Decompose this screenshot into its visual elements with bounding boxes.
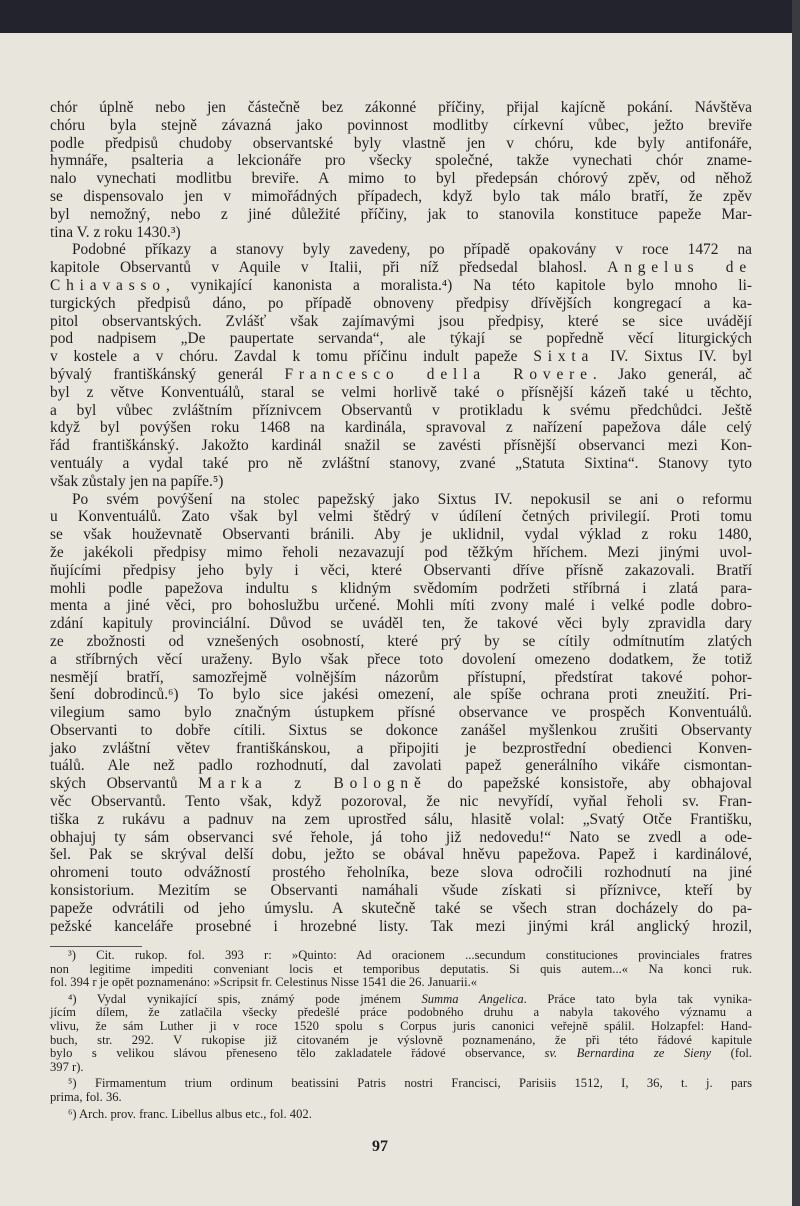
text-line: a stříbrných věcí uraženy. Bylo však přece toto dovolení omezeno dodatkem, že totiž (50, 650, 752, 668)
text-line: papeže odvrátili od jeho úmyslu. A skutečně také se všech stran docházely do pa- (50, 899, 752, 917)
scan-background-edge (792, 0, 800, 1206)
text-line: pitol observantských. Zvlášť však zajímavými jsou předpisy, které se sice uvádějí (50, 312, 752, 330)
text-line: se však houževnatě Observanti bránili. Aby je uklidnil, vydal výklad z roku 1480, (50, 526, 752, 544)
emphasis: Summa Angelica (421, 991, 524, 1006)
footnote (50, 1077, 752, 1104)
text-line: nesmějí bratří, samozřejmě volnějším názorům přístupní, předstírat takové pohor- (50, 668, 752, 686)
footnote-line: jícím dílem, že zatlačila všecky předešlé práce podobného druhu a nabyla takového významu a (50, 1005, 752, 1020)
text-line: konsistorium. Mezitím se Observanti namáhali všude získati si příznivce, kteří by (50, 882, 752, 900)
text-line: však zůstaly jen na papíře.⁵) (50, 472, 224, 490)
text-line: tuálů. Ale než padlo rozhodnutí, dal zavolati papež generálního vikáře cismontan- (50, 757, 752, 775)
paragraph (50, 491, 752, 936)
text-line: že jakékoli předpisy mimo řeholi nezavazují pod těžkým hříchem. Mezi jinými uvol- (50, 543, 752, 561)
text-line: chór úplně nebo jen částečně bez zákonné příčiny, přijal kajícně pokání. Návštěva (50, 99, 752, 116)
text-line: nalo vynechati modlitbu breviře. A mimo to byl předepsán chórový zpěv, od něhož (50, 170, 752, 188)
text-line: šení dobrodinců.⁶) To bylo sice jakési omezení, ale spíše ochrana proti zneužití. Pri- (50, 686, 752, 704)
text-line: Chiavasso, vynikající kanonista a moralista.⁴) Na této kapitole bylo mnoho li- (50, 276, 752, 294)
footnote-line: ⁶) Arch. prov. franc. Libellus albus etc., fol. 402. (68, 1106, 312, 1121)
footnote (50, 949, 752, 990)
footnote-line: ⁵) Firmamentum trium ordinum beatissini Patris nostri Francisci, Parisiis 1512, I, 36, t. j. pars (68, 1076, 752, 1091)
text-line: u Konventuálů. Zato však byl velmi štědrý v údílení četných privilegií. Proti tomu (50, 508, 752, 526)
text-line: tina V. z roku 1430.³) (50, 223, 181, 241)
text-line: když byl povýšen roku 1468 na kardinála, spravoval z nařízení papežova dále celý (50, 419, 752, 437)
text-line: Po svém povýšení na stolec papežský jako Sixtus IV. nepokusil se ani o reformu (72, 490, 752, 508)
text-line: ohromeni touto odvážností prostého řeholníka, beze slova odročili rozhodnutí na jiné (50, 864, 752, 882)
text-line: byl nemožný, nebo z jiné důležité příčiny, jak to stanovila konstituce papeže Mar- (50, 205, 752, 223)
text-line: ventuály a vydal také pro ně zvláštní stanovy, zvané „Statuta Sixtina“. Stanovy tyto (50, 454, 752, 472)
text-line: byl z větve Konventuálů, staral se velmi horlivě také o přísnější kázeň také u těchto, (50, 383, 752, 401)
page-number: 97 (372, 1138, 388, 1155)
footnote-line: 397 r). (50, 1059, 84, 1074)
footnote-line: ⁴) Vydal vynikající spis, známý pode jménem Summa Angelica. Práce tato byla tak vynika- (68, 991, 752, 1006)
text-line: tiška z rukávu a padnuv na zem uprostřed sálu, hlasitě volal: „Svatý Otče Františku, (50, 810, 752, 828)
text-line: věc Observantů. Tento však, když pozoroval, že nic nevyřídí, vyňal řeholi sv. Fran- (50, 793, 752, 811)
text-line: a byl vůbec zvláštním příznivcem Observantů v protikladu k svému předchůdci. Ještě (50, 401, 752, 419)
emphasis: sv. Bernardina ze Sieny (544, 1046, 712, 1061)
text-line: bývalý františkánský generál Francesco della Rovere. Jako generál, ač (50, 365, 752, 383)
emphasis: Marka z Bologně (198, 775, 427, 793)
footnote (50, 1108, 752, 1122)
footnote-line: buch, str. 292. V rukopise již citovaném je výslovně poznamenáno, že při této řádové kapitule (50, 1032, 752, 1047)
footnote-line: fol. 394 r je opět poznamenáno: »Scripsit fr. Celestinus Nisse 1541 die 26. Januarii.« (50, 975, 478, 990)
text-line: chóru byla stejně závazná jako povinnost modlitby církevní vůbec, ježto breviře (50, 116, 752, 134)
text-line: pežské kanceláře prosebné i hrozebné listy. Tak mezi jinými král anglický hrozil, (50, 917, 752, 935)
footnote-line: ³) Cit. rukop. fol. 393 r: »Quinto: Ad oracionem ...secundum constituciones provinciales fratres (68, 948, 752, 962)
footnote-line: vlivu, že sám Luther ji v roce 1520 spolu s Corpus juris canonici veřejně spálil. Holzapfel: Hand- (50, 1018, 752, 1033)
text-line: vilegium samo bylo značným ústupkem přísné observance ve prospěch Konventuálů. (50, 704, 752, 722)
text-line: se dispensovalo jen v mimořádných případech, když bylo tak málo bratří, že zpěv (50, 187, 752, 205)
text-line: podle předpisů chudoby observantské byly vlastně jen v chóru, kde byly antifonáře, (50, 134, 752, 152)
text-line: v kostele a v chóru. Zavdal k tomu příčinu indult papeže Sixta IV. Sixtus IV. byl (50, 348, 752, 366)
footnote-line: prima, fol. 36. (50, 1089, 122, 1104)
emphasis: Angelus de (607, 259, 752, 277)
text-line: menta a jiné věci, pro bohoslužbu určené. Mohli míti zvony malé i velké podle dobro- (50, 597, 752, 615)
emphasis: Chiavasso (50, 276, 166, 294)
text-line: ňujícími předpisy jeho byly i věci, které Observanti dříve přísně zakazovali. Bratří (50, 561, 752, 579)
text-line: turgických předpisů dáno, po případě obnoveny předpisy dřívějších kongregací a ka- (50, 294, 752, 312)
footnote (50, 993, 752, 1075)
body-text (50, 99, 752, 935)
text-line: Observanti to dobře cítili. Sixtus se dokonce zanášel myšlenkou zrušiti Observanty (50, 721, 752, 739)
text-line: řád františkánský. Jakožto kardinál snažil se zavésti přísnější observanci mezi Kon- (50, 437, 752, 455)
text-line: pod nadpisem „De paupertate servanda“, ale týkají se popředně věcí liturgických (50, 330, 752, 348)
text-line: hymnáře, psalteria a lekcionáře pro všecky společné, takže vynechati chór zname- (50, 152, 752, 170)
footnotes (50, 949, 752, 1124)
paragraph (50, 99, 752, 241)
text-line: Podobné příkazy a stanovy byly zavedeny, po případě opakovány v roce 1472 na (72, 241, 752, 259)
paragraph (50, 241, 752, 490)
text-line: kapitole Observantů v Aquile v Italii, při níž předsedal blahosl. Angelus de (50, 259, 752, 277)
emphasis: Sixta (533, 348, 595, 366)
footnote-rule (50, 946, 142, 947)
footnote-line: non legitime impediti conveniant locis et temporibus deputatis. Si quis autem...« Na konci ruk. (50, 961, 752, 976)
emphasis: Francesco della Rovere (284, 365, 593, 383)
scan-background-top (0, 0, 800, 33)
text-line: jako zvláštní větev františkánskou, a připojiti je bezprostřední obedienci Konven- (50, 739, 752, 757)
text-line: ských Observantů Marka z Bologně do papežské konsistoře, aby obhajoval (50, 775, 752, 793)
text-line: šel. Pak se skrýval delší dobu, ježto se obával hněvu papežova. Papež i kardinálové, (50, 846, 752, 864)
text-line: obhajuj ty sám observanci své řehole, já toho již nedovedu!“ Nato se zvedl a ode- (50, 828, 752, 846)
footnote-line: bylo s velikou slávou přeneseno tělo zakladatele řádové observance, sv. Bernardina ze Sieny (fol. (50, 1046, 753, 1061)
text-line: ze zbožnosti od vznešených osobností, které prý by se cítily odmítnutím zlatých (50, 632, 752, 650)
text-line: mohli podle papežova indultu s klidným svědomím podržeti stříbrná i zlatá para- (50, 579, 752, 597)
text-line: zdání kapituly provinciální. Důvod se uváděl ten, že takové věci byly zpravidla dary (50, 615, 752, 633)
